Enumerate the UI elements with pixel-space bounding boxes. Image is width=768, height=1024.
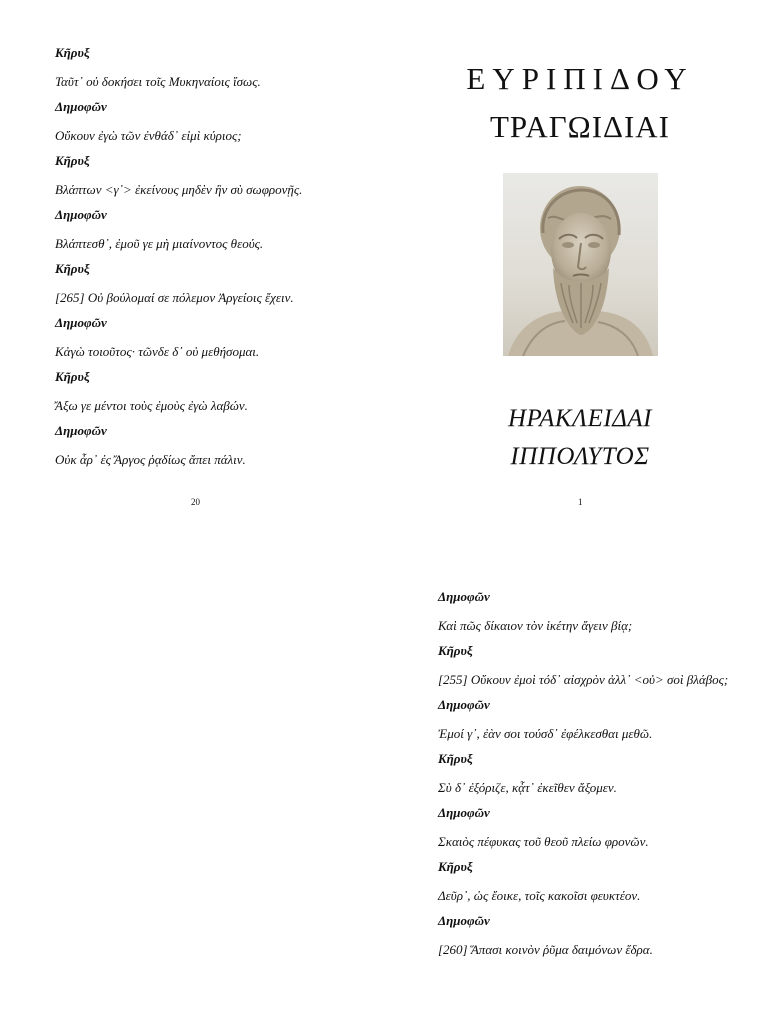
verse-line: Ἐμοί γ᾽, ἐὰν σοι τούσδ᾽ ἐφέλκεσθαι μεθῶ. bbox=[438, 726, 653, 741]
verse-line: Οὐκ ἆρ᾽ ἐς Ἄργος ῥᾳδίως ἄπει πάλιν. bbox=[55, 452, 246, 467]
speaker-name: Κῆρυξ bbox=[438, 859, 473, 874]
speaker-name: Δημοφῶν bbox=[55, 99, 107, 114]
dialogue-entry bbox=[438, 588, 738, 642]
speaker-name: Δημοφῶν bbox=[55, 315, 107, 330]
speaker-name: Δημοφῶν bbox=[55, 207, 107, 222]
verse-line: Ταῦτ᾽ οὐ δοκήσει τοῖς Μυκηναίοις ἴσως. bbox=[55, 74, 261, 89]
speaker-name: Δημοφῶν bbox=[438, 913, 490, 928]
dialogue-entry bbox=[55, 422, 355, 476]
speaker-name: Κῆρυξ bbox=[55, 45, 90, 60]
verse-line: [255] Οὔκουν ἐμοὶ τόδ᾽ αἰσχρὸν ἀλλ᾽ <οὐ> σοὶ βλάβος; bbox=[438, 672, 729, 687]
dialogue-list bbox=[438, 588, 738, 966]
verse-line: Οὔκουν ἐγὼ τῶν ἐνθάδ᾽ εἰμὶ κύριος; bbox=[55, 128, 242, 143]
dialogue-entry bbox=[438, 750, 738, 804]
verse-line: Σὺ δ᾽ ἐξόριζε, κᾆτ᾽ ἐκεῖθεν ἄξομεν. bbox=[438, 780, 617, 795]
left-page bbox=[55, 44, 355, 476]
verse-line: Κἀγὼ τοιοῦτος· τῶνδε δ᾽ οὐ μεθήσομαι. bbox=[55, 344, 260, 359]
dialogue-entry bbox=[438, 696, 738, 750]
page-number: 1 bbox=[578, 497, 583, 507]
speaker-name: Κῆρυξ bbox=[438, 751, 473, 766]
dialogue-entry bbox=[55, 260, 355, 314]
verse-line: Δεῦρ᾽, ὡς ἔοικε, τοῖς κακοῖσι φευκτέον. bbox=[438, 888, 641, 903]
page-number: 20 bbox=[191, 497, 200, 507]
speaker-name: Κῆρυξ bbox=[55, 261, 90, 276]
play-title: ΙΠΠΟΛΥΤΟΣ bbox=[510, 443, 650, 470]
verse-line: Βλάπτων <γ᾽> ἐκείνους μηδὲν ἢν σὺ σωφρονῇς. bbox=[55, 182, 303, 197]
dialogue-entry bbox=[438, 858, 738, 912]
bust-illustration bbox=[503, 173, 658, 356]
euripides-bust-image bbox=[503, 173, 658, 356]
speaker-name: Δημοφῶν bbox=[438, 805, 490, 820]
verse-line: Καὶ πῶς δίκαιον τὸν ἱκέτην ἄγειν βίᾳ; bbox=[438, 618, 633, 633]
continuation-page bbox=[438, 588, 738, 966]
play-titles bbox=[430, 400, 730, 476]
verse-line: Σκαιὸς πέφυκας τοῦ θεοῦ πλείω φρονῶν. bbox=[438, 834, 649, 849]
verse-line: [265] Οὐ βούλομαί σε πόλεμον Ἀργείοις ἔχειν. bbox=[55, 290, 294, 305]
speaker-name: Δημοφῶν bbox=[438, 697, 490, 712]
dialogue-entry bbox=[438, 642, 738, 696]
speaker-name: Κῆρυξ bbox=[55, 369, 90, 384]
genre-heading: ΤΡΑΓΩΙΔΙΑΙ bbox=[489, 109, 670, 144]
dialogue-entry bbox=[438, 912, 738, 966]
dialogue-entry bbox=[55, 152, 355, 206]
verse-line: [260] Ἅπασι κοινὸν ῥῦμα δαιμόνων ἕδρα. bbox=[438, 942, 653, 957]
title-page bbox=[430, 55, 730, 470]
dialogue-entry bbox=[55, 44, 355, 98]
dialogue-list bbox=[55, 44, 355, 476]
speaker-name: Δημοφῶν bbox=[55, 423, 107, 438]
author-heading: ΕΥΡΙΠΙΔΟΥ bbox=[466, 61, 694, 96]
dialogue-entry bbox=[438, 804, 738, 858]
verse-line: Ἄξω γε μέντοι τοὺς ἐμοὺς ἐγὼ λαβών. bbox=[55, 398, 248, 413]
dialogue-entry bbox=[55, 368, 355, 422]
play-title: ΗΡΑΚΛΕΙΔΑΙ bbox=[507, 405, 653, 432]
dialogue-entry bbox=[55, 98, 355, 152]
dialogue-entry bbox=[55, 206, 355, 260]
speaker-name: Κῆρυξ bbox=[438, 643, 473, 658]
verse-line: Βλάπτεσθ᾽, ἐμοῦ γε μὴ μιαίνοντος θεούς. bbox=[55, 236, 264, 251]
speaker-name: Κῆρυξ bbox=[55, 153, 90, 168]
dialogue-entry bbox=[55, 314, 355, 368]
speaker-name: Δημοφῶν bbox=[438, 589, 490, 604]
